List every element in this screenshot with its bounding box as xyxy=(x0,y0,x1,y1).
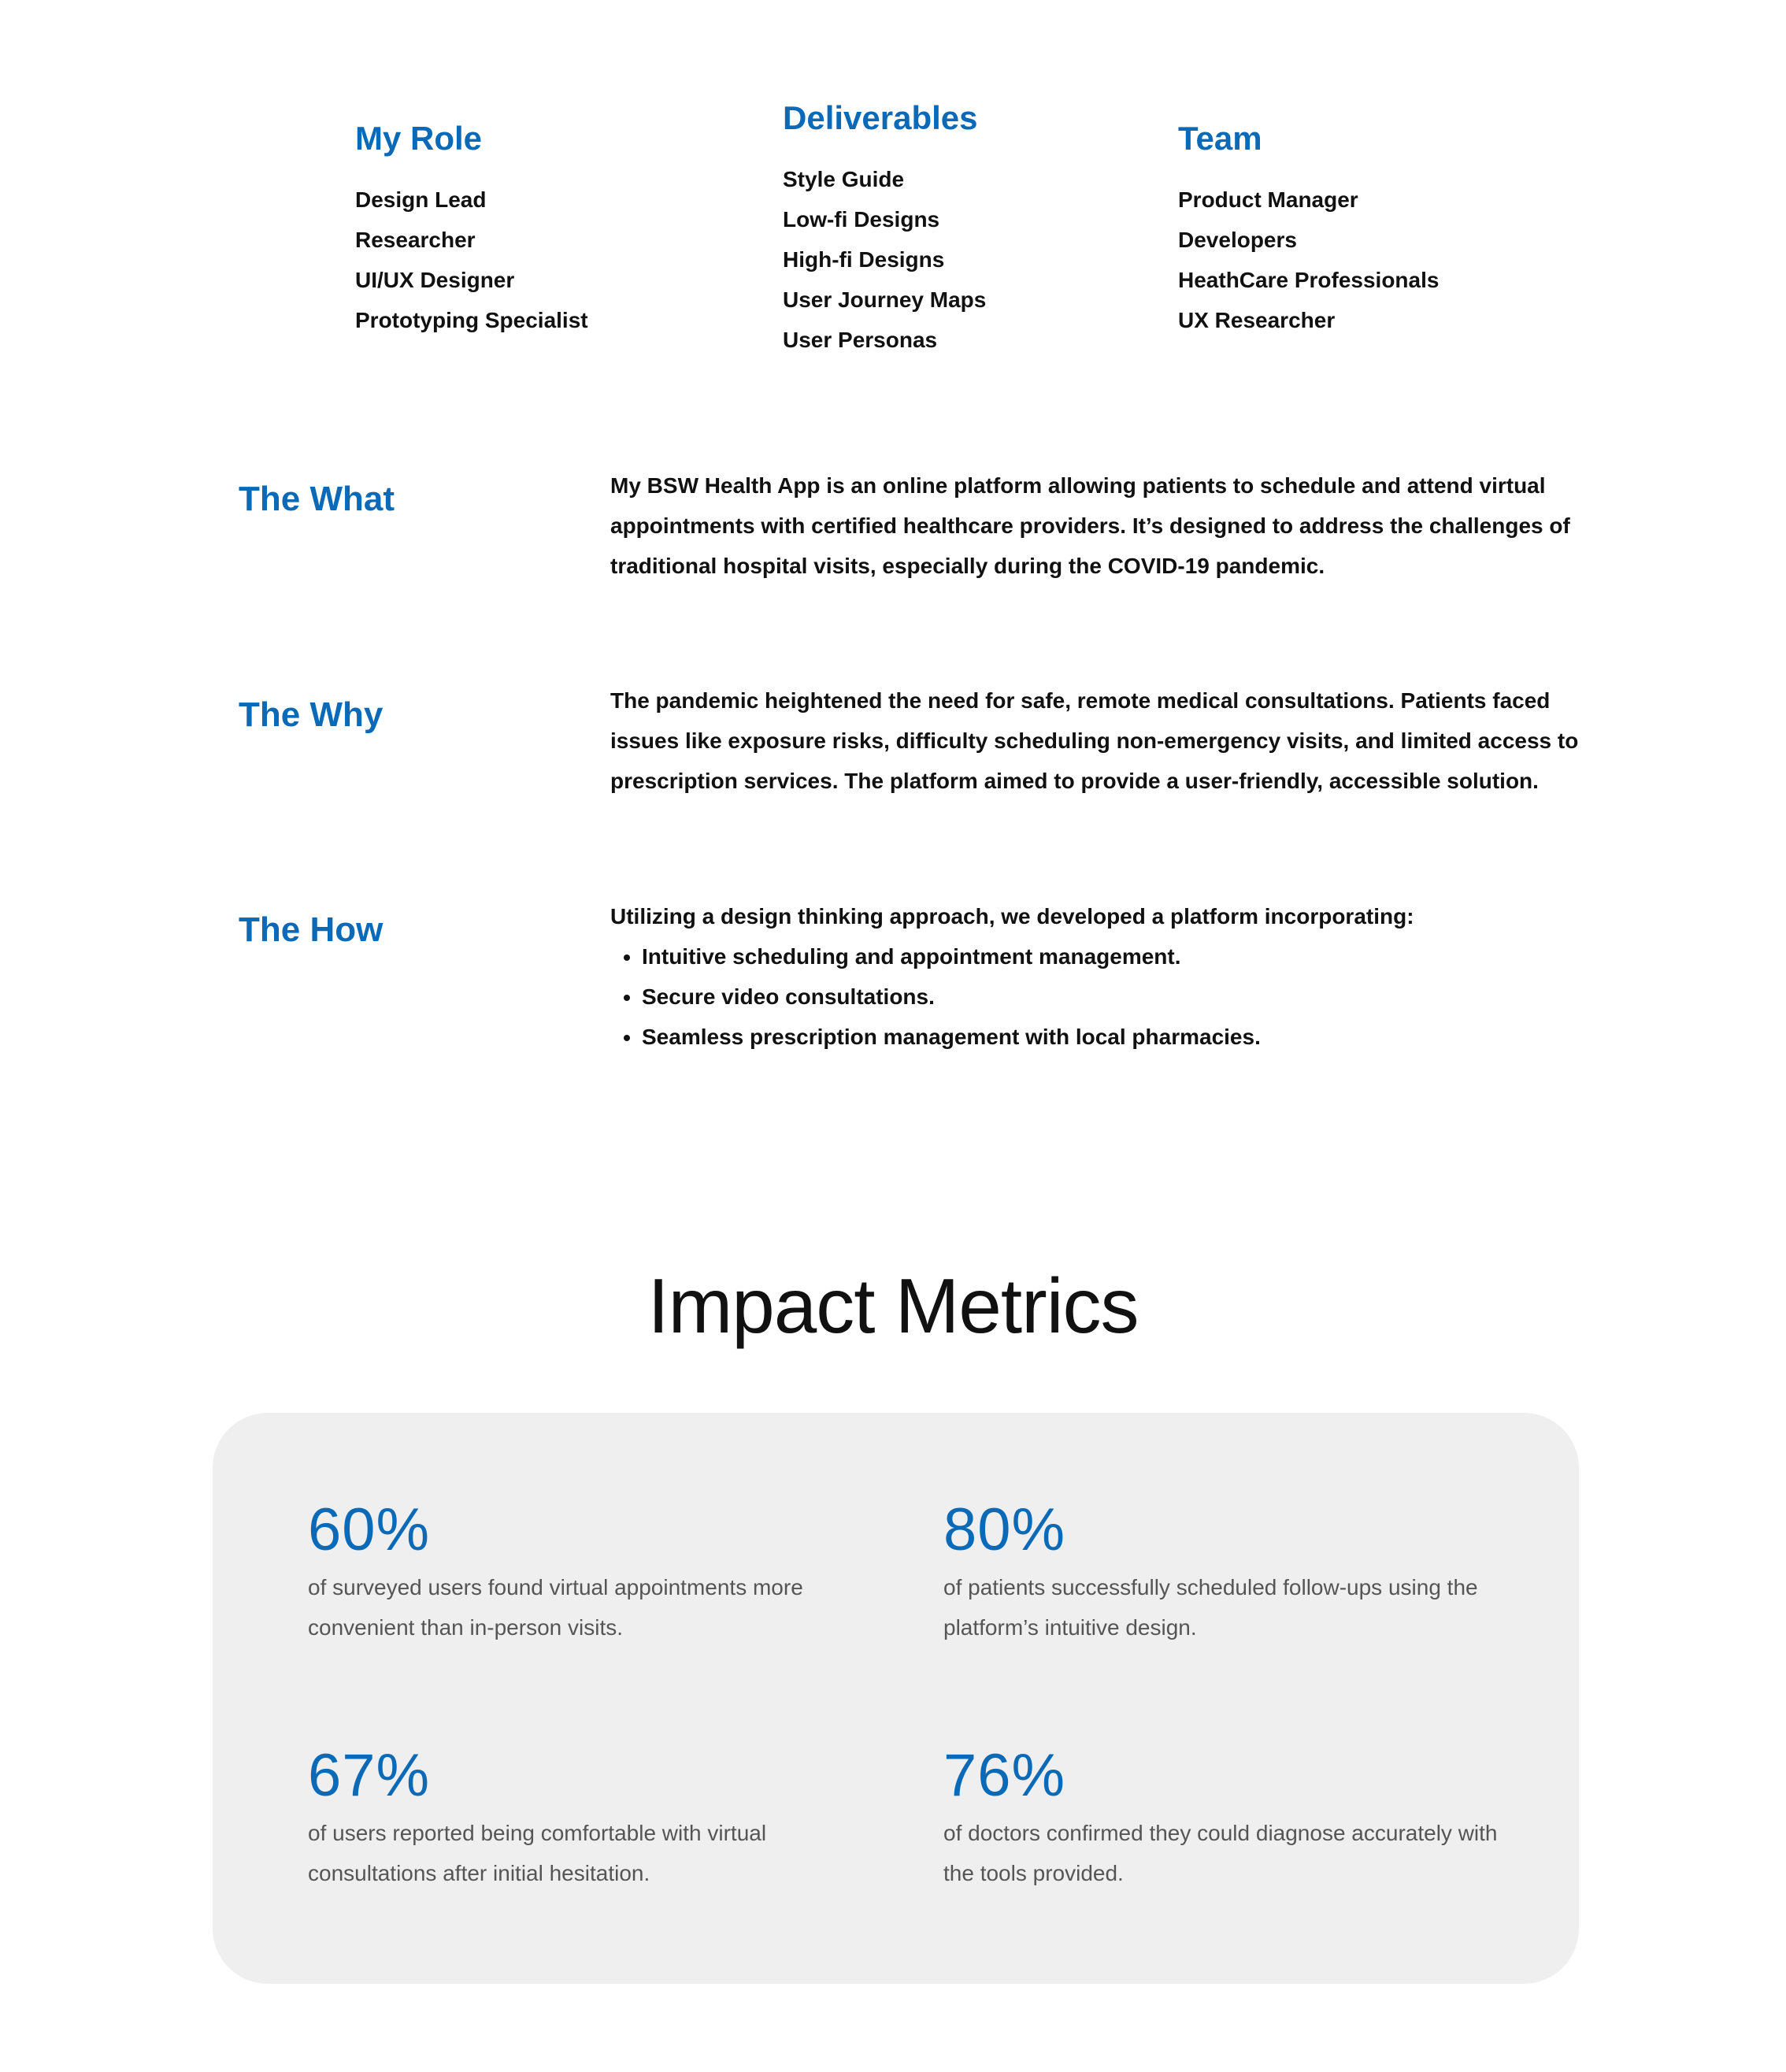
deliverable-item: High-fi Designs xyxy=(783,247,945,272)
overview-team-column xyxy=(1178,119,1439,340)
why-body: The pandemic heightened the need for safe, remote medical consultations. Patients faced issues like exposure risks, difficulty scheduling non-emergency visits, and limited access to prescription services. The platform aimed to provide a user-friendly, accessible solution. xyxy=(610,688,1579,793)
team-heading: Team xyxy=(1178,120,1262,157)
impact-metrics-heading: Impact Metrics xyxy=(647,1262,1139,1349)
how-bullet: • Secure video consultations. xyxy=(642,977,1579,1017)
what-body: My BSW Health App is an online platform allowing patients to schedule and attend virtual appointments with certified healthcare providers. It’s designed to address the challenges of traditional hospital visits, especially during the COVID-19 pandemic. xyxy=(610,473,1570,578)
role-item: Researcher xyxy=(355,228,476,252)
metrics-card xyxy=(213,1413,1579,1984)
overview-role-column xyxy=(355,119,588,340)
deliverables-list xyxy=(783,159,986,360)
role-heading: My Role xyxy=(355,120,483,157)
role-item: Design Lead xyxy=(355,187,487,212)
overview-deliverables-column xyxy=(783,98,986,360)
metric-description: of users reported being comfortable with virtual consultations after initial hesitation. xyxy=(308,1821,767,1885)
metric-description: of patients successfully scheduled follow-ups using the platform’s intuitive design. xyxy=(943,1575,1478,1640)
how-intro: Utilizing a design thinking approach, we developed a platform incorporating: xyxy=(610,904,1414,929)
metric-value: 80% xyxy=(943,1496,1066,1563)
team-item: Developers xyxy=(1178,228,1297,252)
deliverable-item: User Personas xyxy=(783,328,938,352)
metric-item xyxy=(943,1496,1510,1648)
how-bullet: • Intuitive scheduling and appointment management. xyxy=(642,936,1579,977)
how-heading: The How xyxy=(239,910,384,949)
how-bullet: • Seamless prescription management with local pharmacies. xyxy=(642,1017,1579,1057)
what-heading: The What xyxy=(239,480,395,518)
metric-value: 67% xyxy=(308,1742,431,1809)
how-bullet-list xyxy=(610,936,1579,1057)
metric-description: of surveyed users found virtual appointments more convenient than in-person visits. xyxy=(308,1575,803,1640)
team-item: Product Manager xyxy=(1178,187,1358,212)
team-item: UX Researcher xyxy=(1178,308,1336,332)
team-list xyxy=(1178,180,1439,340)
deliverables-heading: Deliverables xyxy=(783,99,978,136)
metric-value: 76% xyxy=(943,1742,1066,1809)
role-list xyxy=(355,180,588,340)
role-item: UI/UX Designer xyxy=(355,268,515,292)
metric-item xyxy=(308,1496,875,1648)
metric-item xyxy=(308,1742,875,1893)
why-heading: The Why xyxy=(239,695,384,734)
how-body xyxy=(610,896,1579,1057)
team-item: HeathCare Professionals xyxy=(1178,268,1440,292)
metric-value: 60% xyxy=(308,1496,431,1563)
deliverable-item: Style Guide xyxy=(783,167,905,191)
deliverable-item: User Journey Maps xyxy=(783,287,987,312)
role-item: Prototyping Specialist xyxy=(355,308,588,332)
deliverable-item: Low-fi Designs xyxy=(783,207,940,232)
metric-description: of doctors confirmed they could diagnose accurately with the tools provided. xyxy=(943,1821,1498,1885)
metric-item xyxy=(943,1742,1510,1893)
